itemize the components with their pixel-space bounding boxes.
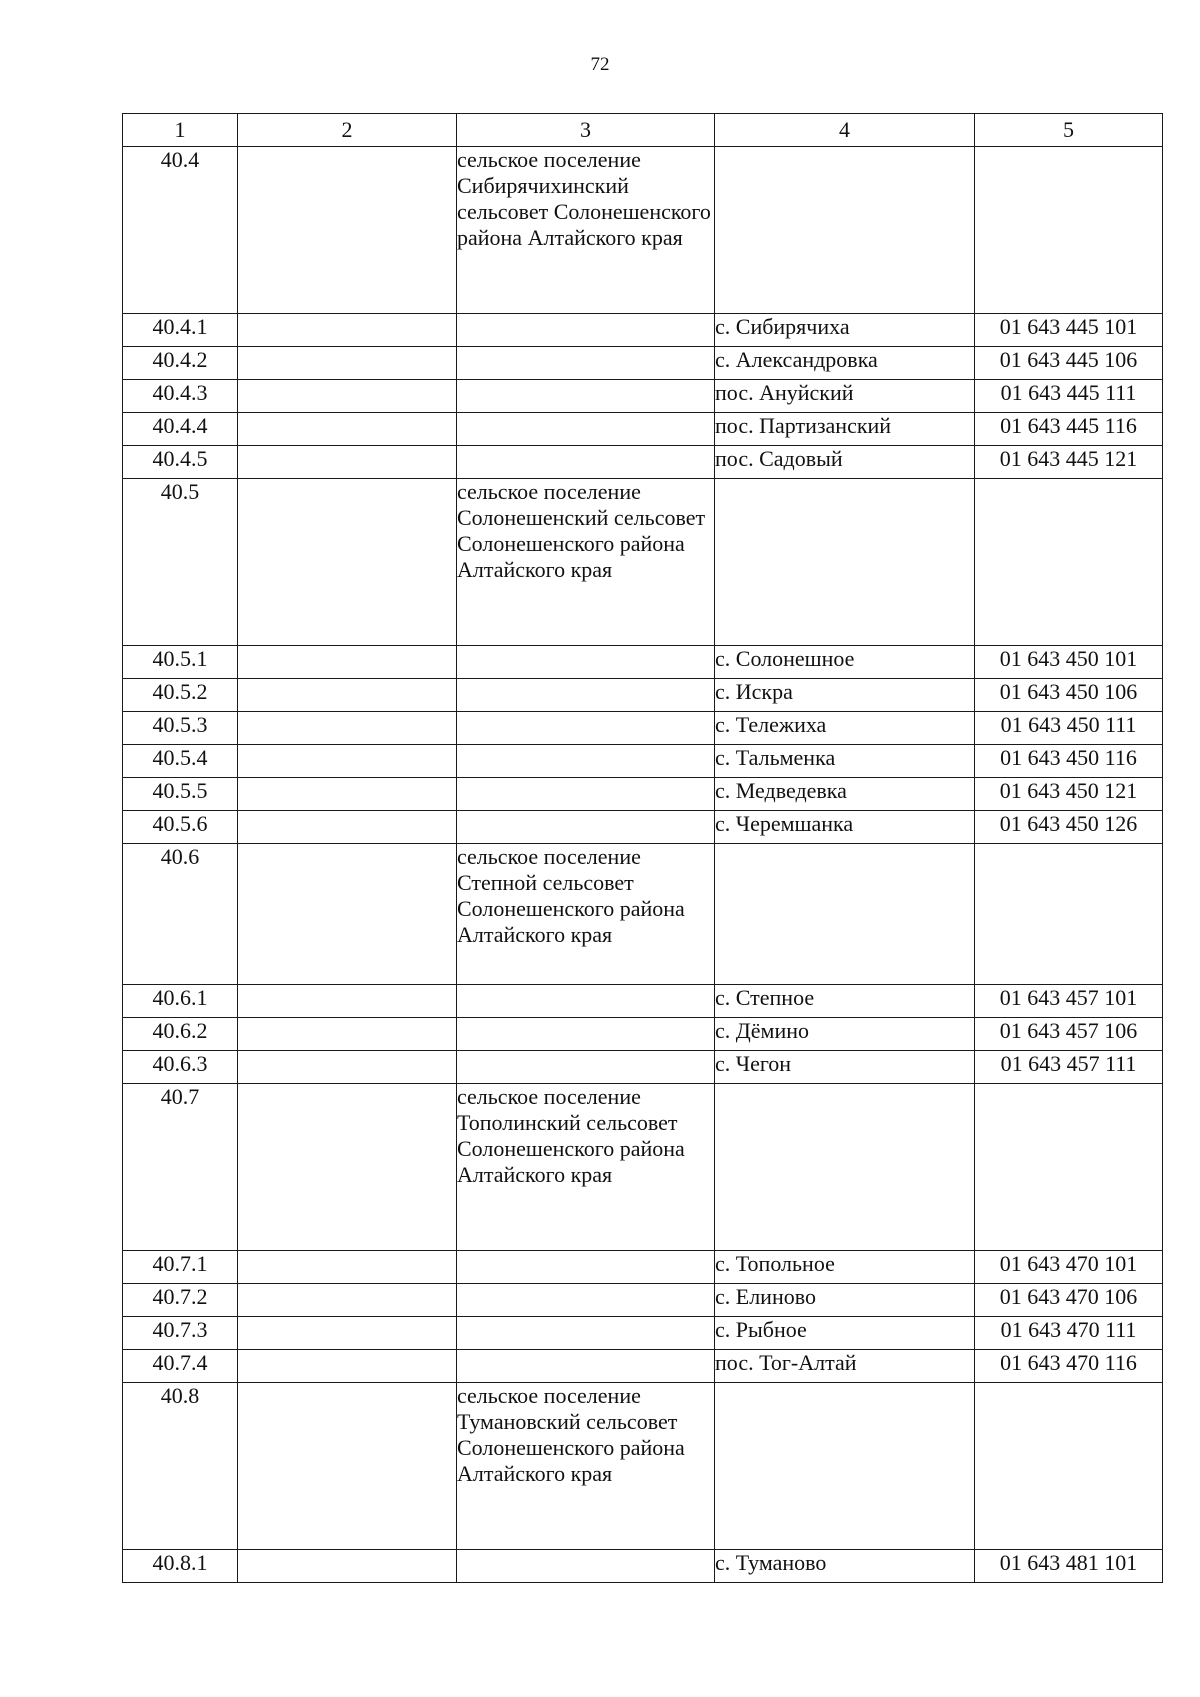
cell-column-2 xyxy=(238,347,457,380)
table-row xyxy=(123,446,1163,479)
cell-settlement-name xyxy=(457,811,715,844)
table-row xyxy=(123,646,1163,679)
cell-locality: с. Солонешное xyxy=(715,646,975,679)
cell-code: 01 643 470 111 xyxy=(975,1317,1163,1350)
cell-number: 40.6 xyxy=(123,844,238,985)
cell-locality xyxy=(715,147,975,314)
cell-code: 01 643 445 106 xyxy=(975,347,1163,380)
cell-locality: пос. Тог-Алтай xyxy=(715,1350,975,1383)
cell-locality: с. Александровка xyxy=(715,347,975,380)
cell-number: 40.6.2 xyxy=(123,1018,238,1051)
cell-number: 40.7.2 xyxy=(123,1284,238,1317)
cell-locality: с. Туманово xyxy=(715,1550,975,1583)
cell-number: 40.7.1 xyxy=(123,1251,238,1284)
cell-number: 40.8 xyxy=(123,1383,238,1550)
cell-number: 40.4.2 xyxy=(123,347,238,380)
table-row xyxy=(123,1051,1163,1084)
cell-code xyxy=(975,1084,1163,1251)
table-row xyxy=(123,712,1163,745)
cell-code: 01 643 457 101 xyxy=(975,985,1163,1018)
cell-code: 01 643 450 101 xyxy=(975,646,1163,679)
cell-settlement-name xyxy=(457,1284,715,1317)
table-row xyxy=(123,778,1163,811)
cell-locality: пос. Ануйский xyxy=(715,380,975,413)
table-row xyxy=(123,1284,1163,1317)
cell-settlement-name xyxy=(457,380,715,413)
table-row xyxy=(123,985,1163,1018)
column-header-5: 5 xyxy=(975,114,1163,147)
cell-column-2 xyxy=(238,314,457,347)
cell-code: 01 643 445 121 xyxy=(975,446,1163,479)
cell-number: 40.5 xyxy=(123,479,238,646)
cell-column-2 xyxy=(238,1018,457,1051)
cell-locality: с. Рыбное xyxy=(715,1317,975,1350)
column-header-3: 3 xyxy=(457,114,715,147)
cell-settlement-name xyxy=(457,646,715,679)
cell-locality xyxy=(715,1084,975,1251)
cell-code: 01 643 445 116 xyxy=(975,413,1163,446)
cell-number: 40.4.1 xyxy=(123,314,238,347)
cell-locality xyxy=(715,844,975,985)
cell-column-2 xyxy=(238,147,457,314)
table-row xyxy=(123,745,1163,778)
cell-settlement-name xyxy=(457,1550,715,1583)
cell-code: 01 643 450 126 xyxy=(975,811,1163,844)
table-row xyxy=(123,1550,1163,1583)
cell-code: 01 643 470 101 xyxy=(975,1251,1163,1284)
cell-locality: с. Дёмино xyxy=(715,1018,975,1051)
cell-column-2 xyxy=(238,778,457,811)
cell-code xyxy=(975,479,1163,646)
cell-number: 40.4 xyxy=(123,147,238,314)
cell-column-2 xyxy=(238,380,457,413)
table-row xyxy=(123,679,1163,712)
cell-locality: пос. Партизанский xyxy=(715,413,975,446)
cell-column-2 xyxy=(238,1084,457,1251)
table-row-group xyxy=(123,479,1163,646)
cell-locality xyxy=(715,1383,975,1550)
cell-number: 40.4.3 xyxy=(123,380,238,413)
cell-column-2 xyxy=(238,446,457,479)
cell-settlement-name xyxy=(457,1018,715,1051)
table-body xyxy=(123,147,1163,1583)
cell-number: 40.5.5 xyxy=(123,778,238,811)
column-header-4: 4 xyxy=(715,114,975,147)
cell-number: 40.7 xyxy=(123,1084,238,1251)
cell-number: 40.4.5 xyxy=(123,446,238,479)
cell-column-2 xyxy=(238,1051,457,1084)
cell-column-2 xyxy=(238,679,457,712)
cell-settlement-name xyxy=(457,314,715,347)
page-number: 72 xyxy=(590,54,610,75)
cell-column-2 xyxy=(238,479,457,646)
cell-settlement-name: сельское поселение Тумановский сельсовет Солонешенского района Алтайского края xyxy=(457,1383,715,1550)
cell-number: 40.7.3 xyxy=(123,1317,238,1350)
column-header-2: 2 xyxy=(238,114,457,147)
table-row-group xyxy=(123,1084,1163,1251)
cell-code xyxy=(975,147,1163,314)
cell-settlement-name xyxy=(457,1317,715,1350)
cell-column-2 xyxy=(238,413,457,446)
cell-number: 40.7.4 xyxy=(123,1350,238,1383)
cell-code: 01 643 450 111 xyxy=(975,712,1163,745)
cell-number: 40.5.2 xyxy=(123,679,238,712)
cell-code: 01 643 450 116 xyxy=(975,745,1163,778)
cell-number: 40.5.6 xyxy=(123,811,238,844)
cell-settlement-name xyxy=(457,1251,715,1284)
settlements-table xyxy=(122,113,1163,1583)
cell-code: 01 643 450 106 xyxy=(975,679,1163,712)
cell-code: 01 643 470 116 xyxy=(975,1350,1163,1383)
cell-locality: с. Елиново xyxy=(715,1284,975,1317)
cell-number: 40.4.4 xyxy=(123,413,238,446)
cell-column-2 xyxy=(238,1550,457,1583)
cell-number: 40.6.3 xyxy=(123,1051,238,1084)
table-row-group xyxy=(123,844,1163,985)
cell-locality xyxy=(715,479,975,646)
cell-code: 01 643 457 106 xyxy=(975,1018,1163,1051)
cell-locality: с. Медведевка xyxy=(715,778,975,811)
cell-locality: с. Искра xyxy=(715,679,975,712)
table-row xyxy=(123,811,1163,844)
cell-settlement-name: сельское поселение Солонешенский сельсовет Солонешенского района Алтайского края xyxy=(457,479,715,646)
table-row xyxy=(123,1251,1163,1284)
cell-code xyxy=(975,1383,1163,1550)
table-row-group xyxy=(123,147,1163,314)
cell-column-2 xyxy=(238,1251,457,1284)
cell-code: 01 643 481 101 xyxy=(975,1550,1163,1583)
table-row xyxy=(123,380,1163,413)
cell-locality: с. Степное xyxy=(715,985,975,1018)
cell-locality: с. Топольное xyxy=(715,1251,975,1284)
cell-code: 01 643 470 106 xyxy=(975,1284,1163,1317)
cell-locality: с. Черемшанка xyxy=(715,811,975,844)
cell-code: 01 643 445 101 xyxy=(975,314,1163,347)
cell-locality: с. Тележиха xyxy=(715,712,975,745)
cell-locality: с. Тальменка xyxy=(715,745,975,778)
cell-column-2 xyxy=(238,1284,457,1317)
table-row xyxy=(123,1317,1163,1350)
column-header-1: 1 xyxy=(123,114,238,147)
cell-locality: с. Чегон xyxy=(715,1051,975,1084)
cell-column-2 xyxy=(238,646,457,679)
cell-settlement-name xyxy=(457,347,715,380)
cell-column-2 xyxy=(238,1350,457,1383)
cell-settlement-name xyxy=(457,985,715,1018)
cell-code: 01 643 457 111 xyxy=(975,1051,1163,1084)
cell-settlement-name: сельское поселение Тополинский сельсовет Солонешенского района Алтайского края xyxy=(457,1084,715,1251)
table-row xyxy=(123,347,1163,380)
cell-locality: с. Сибирячиха xyxy=(715,314,975,347)
cell-settlement-name: сельское поселение Сибирячихинский сельсовет Солонешенского района Алтайского края xyxy=(457,147,715,314)
cell-column-2 xyxy=(238,811,457,844)
cell-column-2 xyxy=(238,1383,457,1550)
cell-column-2 xyxy=(238,712,457,745)
cell-settlement-name xyxy=(457,1051,715,1084)
table-row xyxy=(123,1018,1163,1051)
cell-number: 40.5.3 xyxy=(123,712,238,745)
cell-column-2 xyxy=(238,1317,457,1350)
cell-column-2 xyxy=(238,985,457,1018)
cell-column-2 xyxy=(238,745,457,778)
cell-locality: пос. Садовый xyxy=(715,446,975,479)
cell-settlement-name xyxy=(457,446,715,479)
cell-settlement-name: сельское поселение Степной сельсовет Солонешенского района Алтайского края xyxy=(457,844,715,985)
cell-code: 01 643 450 121 xyxy=(975,778,1163,811)
cell-code: 01 643 445 111 xyxy=(975,380,1163,413)
cell-settlement-name xyxy=(457,712,715,745)
cell-number: 40.6.1 xyxy=(123,985,238,1018)
cell-settlement-name xyxy=(457,745,715,778)
table-row xyxy=(123,314,1163,347)
cell-settlement-name xyxy=(457,413,715,446)
table-header-row xyxy=(123,114,1163,147)
cell-settlement-name xyxy=(457,679,715,712)
table-row xyxy=(123,1350,1163,1383)
cell-code xyxy=(975,844,1163,985)
cell-number: 40.5.1 xyxy=(123,646,238,679)
cell-settlement-name xyxy=(457,1350,715,1383)
table-row xyxy=(123,413,1163,446)
cell-column-2 xyxy=(238,844,457,985)
cell-number: 40.8.1 xyxy=(123,1550,238,1583)
cell-settlement-name xyxy=(457,778,715,811)
table-row-group xyxy=(123,1383,1163,1550)
cell-number: 40.5.4 xyxy=(123,745,238,778)
